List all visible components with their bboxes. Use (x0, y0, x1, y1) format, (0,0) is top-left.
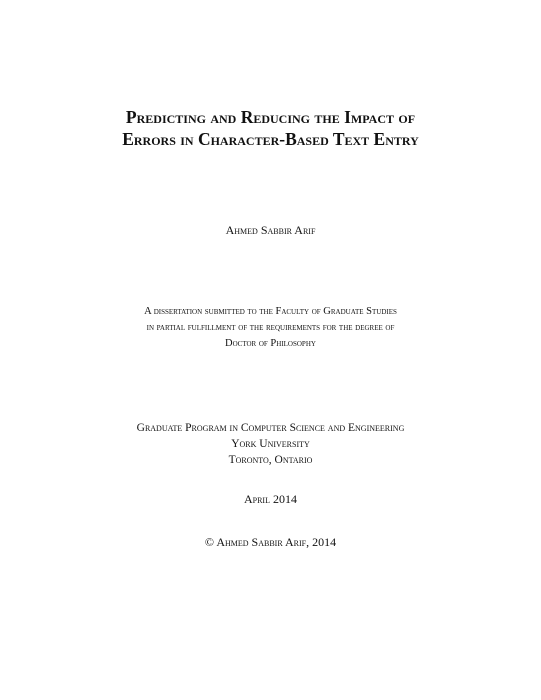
author-name: Ahmed Sabbir Arif (225, 223, 316, 237)
program-line-2: York University (231, 438, 310, 450)
program-info (0, 420, 541, 468)
dissertation-title (0, 106, 541, 150)
submission-date: April 2014 (243, 492, 297, 506)
dissertation-statement (0, 304, 541, 352)
program-line-1: Graduate Program in Computer Science and Engineering (136, 422, 405, 434)
title-line-1: Predicting and Reducing the Impact of (125, 107, 416, 127)
copyright-notice: © Ahmed Sabbir Arif, 2014 (204, 535, 337, 549)
statement-line-3: Doctor of Philosophy (225, 338, 316, 349)
statement-line-1: A dissertation submitted to the Faculty of Graduate Studies (144, 306, 397, 317)
statement-line-2: in partial fulfillment of the requirements for the degree of (146, 322, 395, 333)
title-line-2: Errors in Character-Based Text Entry (122, 129, 419, 149)
program-line-3: Toronto, Ontario (228, 454, 313, 466)
